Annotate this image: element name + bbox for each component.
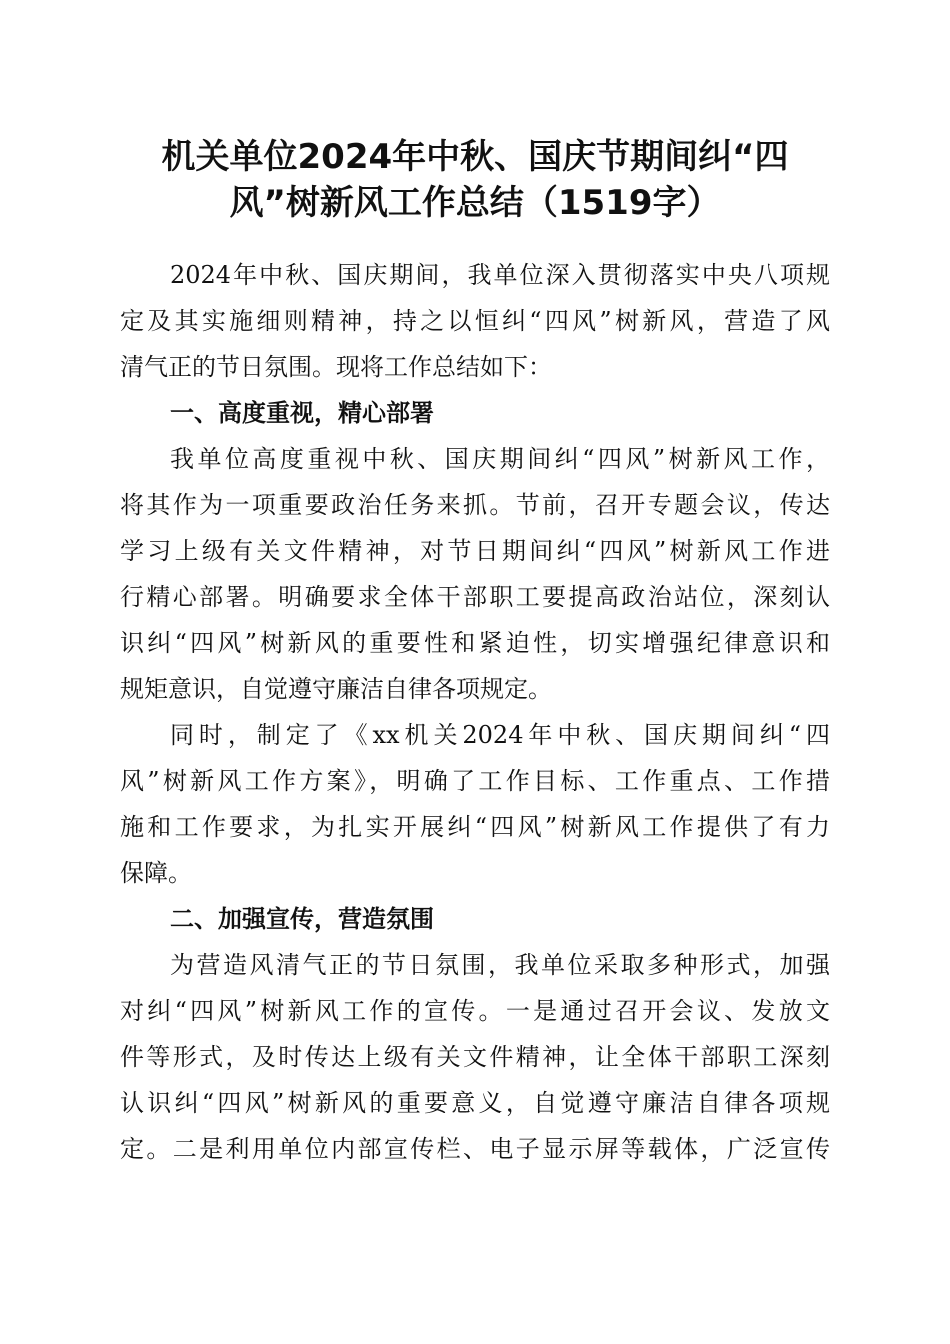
document-title [120,134,830,226]
text-line: 将其作为一项重要政治任务来抓。节前，召开专题会议，传达 [120,491,830,519]
intro-paragraph [120,252,830,390]
text-line: 识纠“四风”树新风的重要性和紧迫性，切实增强纪律意识和 [120,629,830,657]
text-line: 施和工作要求，为扎实开展纠“四风”树新风工作提供了有力 [120,813,830,841]
text-line: 对纠“四风”树新风工作的宣传。一是通过召开会议、发放文 [120,997,830,1025]
title-line: 风”树新风工作总结（1519字） [229,183,721,223]
text-line: 行精心部署。明确要求全体干部职工要提高政治站位，深刻认 [120,583,830,611]
paragraph [120,436,830,712]
text-line: 2024年中秋、国庆期间，我单位深入贯彻落实中央八项规 [170,261,830,289]
text-line: 件等形式，及时传达上级有关文件精神，让全体干部职工深刻 [120,1043,830,1071]
text-line: 我单位高度重视中秋、国庆期间纠“四风”树新风工作， [170,445,830,473]
text-line: 认识纠“四风”树新风的重要意义，自觉遵守廉洁自律各项规 [120,1089,830,1117]
paragraph [120,712,830,896]
text-line: 定。二是利用单位内部宣传栏、电子显示屏等载体，广泛宣传 [120,1135,830,1163]
document-body [120,252,830,1172]
text-line: 定及其实施细则精神，持之以恒纠“四风”树新风，营造了风 [120,307,830,335]
text-line: 同时，制定了《xx机关2024年中秋、国庆期间纠“四 [170,721,830,749]
text-line: 风”树新风工作方案》，明确了工作目标、工作重点、工作措 [120,767,830,795]
section-heading: 二、加强宣传，营造氛围 [170,905,434,933]
section-heading: 一、高度重视，精心部署 [170,399,434,427]
text-line: 保障。 [120,859,192,887]
title-line: 机关单位2024年中秋、国庆节期间纠“四 [161,137,789,177]
text-line: 学习上级有关文件精神，对节日期间纠“四风”树新风工作进 [120,537,830,565]
text-line: 为营造风清气正的节日氛围，我单位采取多种形式，加强 [170,951,830,979]
paragraph [120,942,830,1172]
text-line: 清气正的节日氛围。现将工作总结如下： [120,353,552,381]
text-line: 规矩意识，自觉遵守廉洁自律各项规定。 [120,675,552,703]
